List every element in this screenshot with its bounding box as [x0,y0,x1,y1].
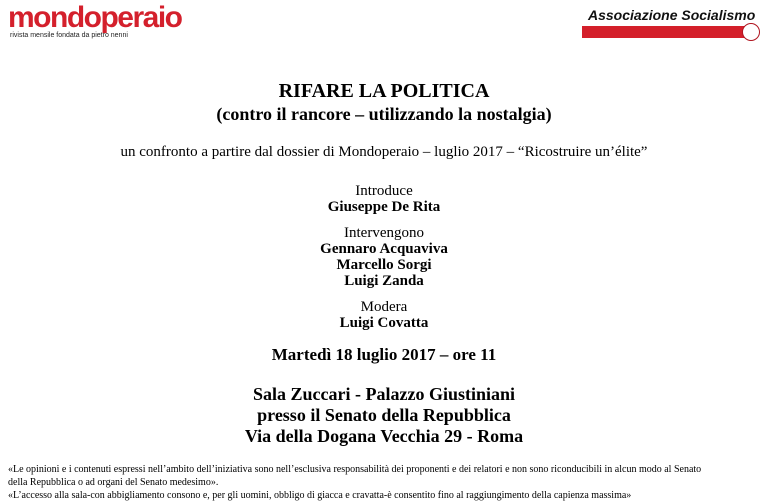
associazione-socialismo-wordmark: Associazione Socialismo [588,7,756,23]
associazione-socialismo-logo [582,6,762,42]
introduce-label: Introduce [355,183,413,199]
moderator-name: Luigi Covatta [339,315,429,331]
rose-icon [742,23,760,41]
disclaimer-line: «L’accesso alla sala-con abbigliamento consono e, per gli uomini, obbligo di giacca e cravatta-è consentito fino al raggiungimento della capienza massima» [8,490,632,501]
mondoperaio-wordmark: mondoperaio [8,1,182,34]
venue-line: Via della Dogana Vecchia 29 - Roma [244,426,524,446]
speaker-name: Marcello Sorgi [336,257,432,273]
event-date: Martedì 18 luglio 2017 – ore 11 [271,345,497,364]
speaker-name: Gennaro Acquaviva [320,241,448,257]
venue-line: presso il Senato della Repubblica [257,405,511,425]
mondoperaio-tagline: rivista mensile fondata da pietro nenni [10,32,128,39]
event-lead: un confronto a partire dal dossier di Mondoperaio – luglio 2017 – “Ricostruire un’élite” [120,144,648,160]
moderator-label: Modera [360,299,408,315]
event-subtitle: (contro il rancore – utilizzando la nostalgia) [216,104,552,124]
speaker-name: Luigi Zanda [344,273,424,289]
mondoperaio-logo [8,1,198,39]
venue-line: Sala Zuccari - Palazzo Giustiniani [252,384,515,404]
disclaimer-line: della Repubblica o ad organi del Senato medesimo». [8,477,219,488]
introduce-name: Giuseppe De Rita [327,199,441,215]
logo-red-bar [582,26,754,38]
event-title: RIFARE LA POLITICA [278,80,490,102]
speakers-label: Intervengono [344,225,424,241]
disclaimer-line: «Le opinioni e i contenuti espressi nell’ambito dell’iniziativa sono nell’esclusiva responsabilità dei proponenti e dei relatori e non sono riconducibili in alcun modo al Senato [8,464,702,475]
disclaimer-notes [8,463,768,502]
